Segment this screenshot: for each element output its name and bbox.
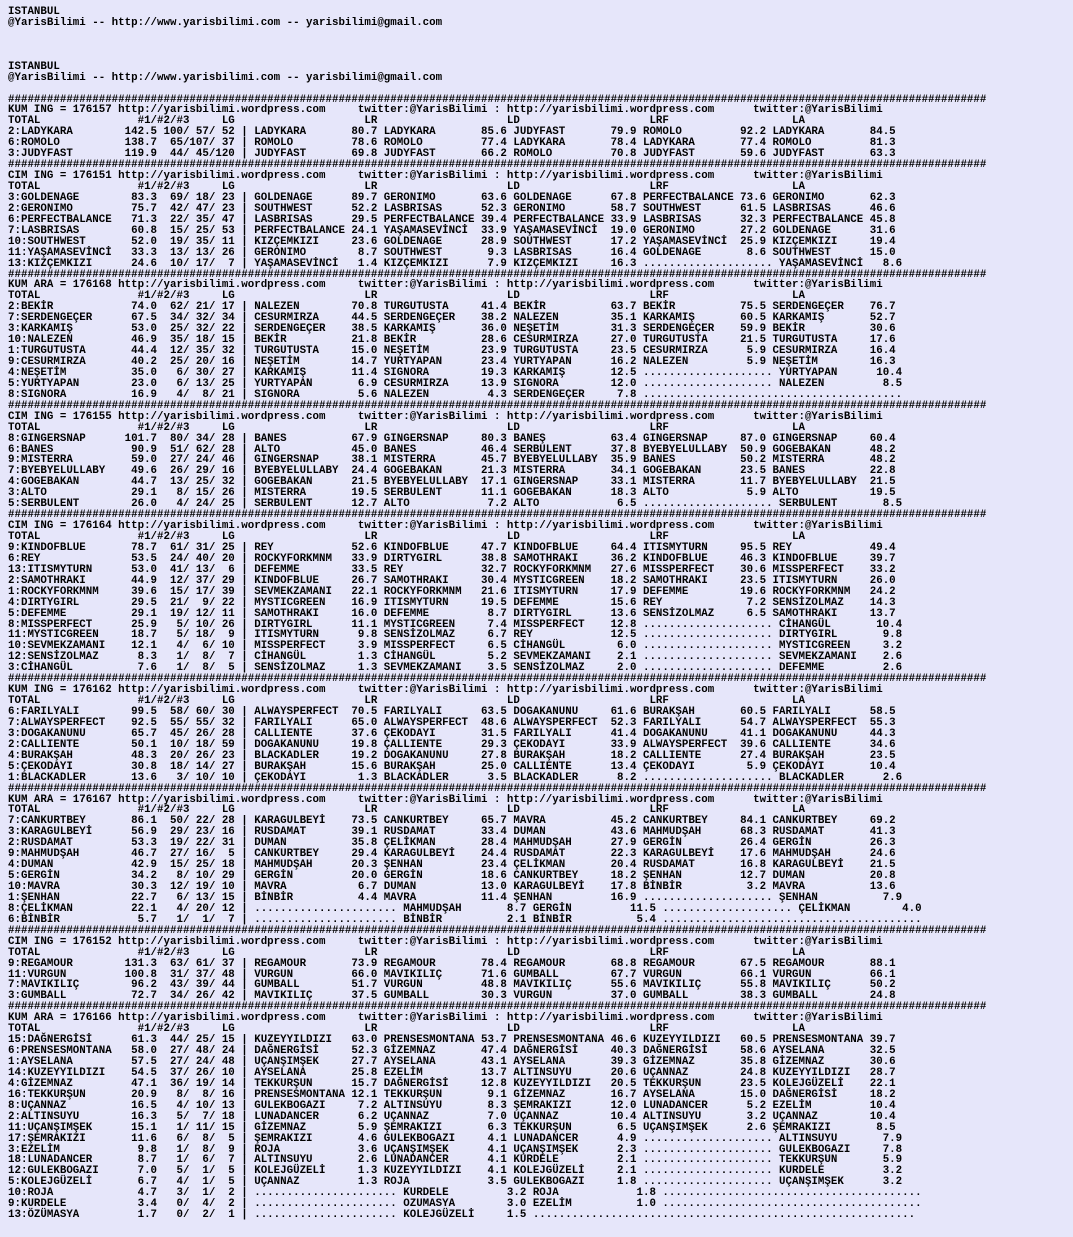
report-line: 9:MAHMUDŞAH 46.7 27/ 16/ 5 | CANKURTBEY 29.4 KARAGULBEYİ 24.4 RUSDAMAT 22.3 KARAGULBEYİ 17.6 MAHMUDŞAH 24.6 — [8, 848, 896, 861]
report-line: 8:UÇANNAZ 16.5 4/ 10/ 13 | GULEKBOGAZI 7.2 ALTINSUYU 8.3 ŞEMRAKIZI 12.0 LUNADANCER 5.2 EZELİM 10.4 — [8, 1099, 896, 1112]
report-line: 4:BURAKŞAH 48.3 20/ 26/ 23 | BLACKADLER 19.2 DOGAKANUNU 27.8 BURAKŞAH 18.2 CALLIENTE 27.4 BURAKŞAH 23.5 — [8, 749, 896, 762]
report-line: 2:GERONIMO 75.7 42/ 47/ 23 | SOUTHWEST 52.2 LASBRISAS 52.3 GERONIMO 58.7 SOUTHWEST 61.5 LASBRISAS 46.6 — [8, 202, 896, 215]
report-line: KUM ING = 176162 http://yarisbilimi.wordpress.com twitter:@YarisBilimi : http://yarisbilimi.wordpress.com twitter:@YarisBilimi — [8, 684, 883, 697]
report-line: ISTANBUL — [8, 60, 60, 73]
report-line: TOTAL #1/#2/#3 LG LR LD LRF LA — [8, 531, 805, 543]
report-line: TOTAL #1/#2/#3 LG LR LD LRF LA — [8, 421, 805, 434]
report-line: 6:PRENSESMONTANA 58.0 27/ 48/ 24 | DAĞNERGİSİ 52.3 GİZEMNAZ 47.4 DAĞNERGİSİ 40.3 DAĞNERGİSİ 58.6 AYSELANA 32.5 — [8, 1045, 896, 1058]
report-line: 3:GUMBALL 72.7 34/ 26/ 42 | MAVIKILIÇ 37.5 GUMBALL 30.3 VURGUN 37.0 GUMBALL 38.3 GUMBALL 24.8 — [8, 990, 896, 1003]
report-line — [8, 40, 986, 51]
report-line: 1:ŞENHAN 22.7 6/ 13/ 15 | BİNBİR 4.4 MAVRA 11.4 ŞENHAN 16.9 .................... ŞENHAN 7.9 — [8, 891, 903, 904]
report-line: CIM ING = 176164 http://yarisbilimi.wordpress.com twitter:@YarisBilimi : http://yarisbilimi.wordpress.com twitter:@YarisBilimi — [8, 520, 883, 533]
report-line: 16:TEKKURŞUN 20.9 8/ 8/ 16 | PRENSESMONTANA 12.1 TEKKURŞUN 9.1 GİZEMNAZ 16.7 AYSELANA 15.0 DAĞNERGİSİ 18.2 — [8, 1088, 896, 1101]
report-line: 8:GINGERSNAP 101.7 80/ 34/ 28 | BANES 67.9 GINGERSNAP 80.3 BANEŞ 63.4 GINGERSNAP 87.0 GINGERSNAP 60.4 — [8, 432, 896, 445]
report-line: CIM ING = 176151 http://yarisbilimi.wordpress.com twitter:@YarisBilimi : http://yarisbilimi.wordpress.com twitter:@YarisBilimi — [8, 170, 883, 183]
report-line: 7:ALWAYSPERFECT 92.5 55/ 55/ 32 | FARILYALI 65.0 ALWAYSPERFECT 48.6 ALWAYSPERFECT 52.3 FARILYALI 54.7 ALWAYSPERFECT 55.3 — [8, 716, 896, 729]
report-line: TOTAL #1/#2/#3 LG LR LD LRF LA — [8, 115, 805, 128]
report-line: 13:ÖZÜMASYA 1.7 0/ 2/ 1 | ...................... KOLEJGÜZELİ 1.5 ........................................................... — [8, 1209, 916, 1222]
report-line: TOTAL #1/#2/#3 LG LR LD LRF LA — [8, 695, 805, 708]
report-line: 5:SERBULENT 26.0 4/ 24/ 25 | SERBULENT 12.7 ALTO 7.2 ALTO 6.5 .................... SERBULENT 8.5 — [8, 498, 903, 511]
report-line: 2:SAMOTHRAKI 44.9 12/ 37/ 29 | KINDOFBLUE 26.7 SAMOTHRAKI 30.4 MYSTICGREEN 18.2 SAMOTHRAKI 23.5 ITISMYTURN 26.0 — [8, 574, 896, 587]
report-line: 1:TURGUTUSTA 44.4 12/ 35/ 32 | TURGUTUSTA 15.0 NEŞETİM 23.9 TURGUTUSTA 23.5 CESURMIRZA 5.9 CESURMIRZA 16.4 — [8, 345, 896, 358]
report-line: 9:KINDOFBLUE 78.7 61/ 31/ 25 | REY 52.6 KINDOFBLUE 47.7 KINDOFBLUE 64.4 ITISMYTURN 95.5 REY 49.4 — [8, 541, 896, 554]
report-line: ####################################################################################################################################################### — [8, 399, 987, 412]
report-line: KUM ARA = 176167 http://yarisbilimi.wordpress.com twitter:@YarisBilimi : http://yarisbilimi.wordpress.com twitter:@YarisBilimi — [8, 793, 883, 806]
report-line: 10:SEVMEKZAMANI 12.1 4/ 6/ 10 | MISSPERFECT 3.9 MISSPERFECT 6.5 CİHANGÜL 6.0 .................... MYSTICGREEN 3.2 — [8, 640, 903, 653]
report-line: 6:ROMOLO 138.7 65/107/ 37 | ROMOLO 78.6 ROMOLO 77.4 LADYKARA 78.4 LADYKARA 77.4 ROMOLO 81.3 — [8, 137, 896, 150]
report-line: 2:ALTINSUYU 16.3 5/ 7/ 18 | LUNADANCER 6.2 UÇANNAZ 7.0 UÇANNAZ 10.4 ALTINSUYU 3.2 UÇANNAZ 10.4 — [8, 1110, 896, 1123]
report-line: 13:ITISMYTURN 53.0 41/ 13/ 6 | DEFEMME 33.5 REY 32.7 ROCKYFORKMNM 27.6 MISSPERFECT 30.6 MISSPERFECT 33.2 — [8, 563, 896, 576]
report-line: 10:NALEZEN 46.9 35/ 18/ 15 | BEKİR 21.8 BEKİR 28.6 CESURMIRZA 27.0 TURGUTUSTA 21.5 TURGUTUSTA 17.6 — [8, 334, 896, 347]
report-line: ####################################################################################################################################################### — [8, 1001, 987, 1014]
report-line: 8:SIGNORA 16.9 4/ 8/ 21 | SIGNORA 5.6 NALEZEN 4.3 SERDENGEÇER 7.8 ........................................ — [8, 388, 903, 401]
report-line: 7:MAVIKILIÇ 96.2 43/ 39/ 44 | GUMBALL 51.7 VURGUN 48.8 MAVIKILIÇ 55.6 MAVIKILIÇ 55.8 MAVIKILIÇ 50.2 — [8, 979, 896, 992]
report-line: TOTAL #1/#2/#3 LG LR LD LRF LA — [8, 946, 805, 959]
report-line: ####################################################################################################################################################### — [8, 93, 987, 106]
report-line: 1:ROCKYFORKMNM 39.6 15/ 17/ 39 | SEVMEKZAMANI 22.1 ROCKYFORKMNM 21.6 ITISMYTURN 17.9 DEFEMME 19.6 ROCKYFORKMNM 24.2 — [8, 585, 896, 598]
report-line: 2:BEKİR 74.0 62/ 21/ 17 | NALEZEN 70.8 TURGUTUSTA 41.4 BEKİR 63.7 BEKİR 75.5 SERDENGEÇER 76.7 — [8, 301, 896, 314]
report-line: 3:DOGAKANUNU 65.7 45/ 26/ 28 | CALLIENTE 37.6 ÇEKODAYI 31.5 FARILYALI 41.4 DOGAKANUNU 41.1 DOGAKANUNU 44.3 — [8, 727, 896, 740]
report-line: 13:KIZÇEMKIZI 24.6 10/ 17/ 7 | YAŞAMASEVİNCİ 1.4 KIZÇEMKIZI 7.9 KIZÇEMKIZI 16.3 .................... YAŞAMASEVİNCİ 8.6 — [8, 257, 903, 270]
report-line: 7:LASBRISAS 60.8 15/ 25/ 53 | PERFECTBALANCE 24.1 YAŞAMASEVİNCİ 33.9 YAŞAMASEVİNCİ 19.0 GERONIMO 27.2 GOLDENAGE 31.6 — [8, 224, 896, 237]
report-line: 6:PERFECTBALANCE 71.3 22/ 35/ 47 | LASBRISAS 29.5 PERFECTBALANCE 39.4 PERFECTBALANCE 33.9 LASBRISAS 32.3 PERFECTBALANCE 45.8 — [8, 213, 896, 226]
report-line: CIM ING = 176152 http://yarisbilimi.wordpress.com twitter:@YarisBilimi : http://yarisbilimi.wordpress.com twitter:@YarisBilimi — [8, 935, 883, 948]
report-line: 2:RUSDAMAT 53.3 19/ 22/ 31 | DUMAN 35.8 ÇELİKMAN 28.4 MAHMUDŞAH 27.9 GERGİN 26.4 GERGİN 26.3 — [8, 837, 896, 850]
report-line: 10:ROJA 4.7 3/ 1/ 2 | ...................... KURDELE 3.2 ROJA 1.8 ........................................ — [8, 1187, 922, 1200]
report-line: 9:KURDELE 3.4 0/ 4/ 2 | ...................... OZUMASYA 3.0 EZELİM 1.0 ........................................ — [8, 1198, 922, 1211]
report-line: 17:ŞEMRAKIZI 11.6 6/ 8/ 5 | ŞEMRAKIZI 4.6 GULEKBOGAZI 4.1 LUNADANCER 4.9 .................... ALTINSUYU 7.9 — [8, 1132, 903, 1145]
report-line: 6:BİNBİR 5.7 1/ 1/ 7 | ...................... BİNBİR 2.1 BİNBİR 5.4 ........................................ — [8, 913, 922, 926]
report-line: 2:LADYKARA 142.5 100/ 57/ 52 | LADYKARA 80.7 LADYKARA 85.6 JUDYFAST 79.9 ROMOLO 92.2 LADYKARA 84.5 — [8, 126, 896, 139]
report-line: TOTAL #1/#2/#3 LG LR LD LRF LA — [8, 181, 805, 193]
report-line: 11:UÇANŞIMŞEK 15.1 1/ 11/ 15 | GİZEMNAZ 5.9 ŞEMRAKIZI 6.3 TEKKURŞUN 6.5 UÇANŞIMŞEK 2.6 ŞEMRAKIZI 8.5 — [8, 1121, 896, 1134]
report-line: CIM ING = 176155 http://yarisbilimi.wordpress.com twitter:@YarisBilimi : http://yarisbilimi.wordpress.com twitter:@YarisBilimi — [8, 410, 883, 423]
report-line: ####################################################################################################################################################### — [8, 924, 987, 937]
report-line: 6:FARILYALI 99.5 58/ 60/ 30 | ALWAYSPERFECT 70.5 FARILYALI 63.5 DOGAKANUNU 61.6 BURAKŞAH 60.5 FARILYALI 58.5 — [8, 706, 896, 718]
report-line: 4:GİZEMNAZ 47.1 36/ 19/ 14 | TEKKURŞUN 15.7 DAĞNERGİSİ 12.8 KUZEYYILDIZI 20.5 TEKKURŞUN 23.5 KOLEJGÜZELİ 22.1 — [8, 1077, 896, 1090]
report-line: ISTANBUL — [8, 6, 60, 18]
report-line: 4:GOGEBAKAN 44.7 13/ 25/ 32 | GOGEBAKAN 21.5 BYEBYELULLABY 17.1 GINGERSNAP 33.1 MISTERRA 11.7 BYEBYELULLABY 21.5 — [8, 476, 896, 489]
report-line: 6:REY 53.5 24/ 40/ 20 | ROCKYFORKMNM 33.9 DIRTYGIRL 38.8 SAMOTHRAKI 36.2 KINDOFBLUE 46.3 KINDOFBLUE 39.7 — [8, 552, 896, 565]
report-line: ####################################################################################################################################################### — [8, 159, 987, 172]
report-line: ####################################################################################################################################################### — [8, 782, 987, 795]
report-line: 3:GOLDENAGE 83.3 69/ 18/ 23 | GOLDENAGE 89.7 GERONIMO 63.6 GOLDENAGE 67.8 PERFECTBALANCE 73.6 GERONIMO 62.3 — [8, 191, 896, 204]
report-line: 12:GULEKBOGAZI 7.0 5/ 1/ 5 | KOLEJGÜZELİ 1.3 KUZEYYILDIZI 4.1 KOLEJGÜZELİ 2.1 .................... KURDELE 3.2 — [8, 1165, 903, 1178]
report-line: KUM ARA = 176168 http://yarisbilimi.wordpress.com twitter:@YarisBilimi : http://yarisbilimi.wordpress.com twitter:@YarisBilimi — [8, 279, 883, 292]
report-line: 5:GERGİN 34.2 8/ 10/ 29 | GERGİN 20.0 GERGİN 18.6 CANKURTBEY 18.2 ŞENHAN 12.7 DUMAN 20.8 — [8, 870, 896, 883]
report-line: 4:NEŞETİM 35.0 6/ 30/ 27 | KARKAMIŞ 11.4 SIGNORA 19.3 KARKAMIŞ 12.5 .................... YURTYAPAN 10.4 — [8, 366, 903, 379]
report-line: ####################################################################################################################################################### — [8, 509, 987, 522]
report-line: 5:YURTYAPAN 23.0 6/ 13/ 25 | YURTYAPAN 6.9 CESURMIRZA 13.9 SIGNORA 12.0 .................... NALEZEN 8.5 — [8, 377, 903, 390]
report-line: 1:AYSELANA 57.5 27/ 24/ 48 | UÇANŞIMŞEK 27.7 AYSELANA 43.1 AYSELANA 39.3 GİZEMNAZ 35.8 GİZEMNAZ 30.6 — [8, 1056, 896, 1068]
report-line: 3:ALTO 29.1 8/ 15/ 26 | MISTERRA 19.5 SERBULENT 11.1 GOGEBAKAN 18.3 ALTO 5.9 ALTO 19.5 — [8, 487, 896, 500]
report-line: 7:BYEBYELULLABY 49.6 26/ 29/ 16 | BYEBYELULLABY 24.4 GOGEBAKAN 21.3 MISTERRA 34.1 GOGEBAKAN 23.5 BANES 22.8 — [8, 465, 896, 478]
report-line: 3:CİHANGÜL 7.6 1/ 8/ 5 | SENSİZOLMAZ 1.3 SEVMEKZAMANI 3.5 SENSİZOLMAZ 2.0 .................... DEFEMME 2.6 — [8, 662, 903, 675]
report-line: TOTAL #1/#2/#3 LG LR LD LRF LA — [8, 1023, 805, 1036]
report-line: 3:JUDYFAST 119.9 44/ 45/120 | JUDYFAST 69.8 JUDYFAST 66.2 ROMOLO 70.8 JUDYFAST 59.6 JUDYFAST 63.3 — [8, 148, 896, 161]
report-line: 11:VURGUN 100.8 31/ 37/ 48 | VURGUN 66.0 MAVIKILIÇ 71.6 GUMBALL 67.7 VURGUN 66.1 VURGUN 66.1 — [8, 968, 896, 981]
report-line — [8, 84, 986, 95]
report-line: 9:REGAMOUR 131.3 63/ 61/ 37 | REGAMOUR 73.9 REGAMOUR 78.4 REGAMOUR 68.8 REGAMOUR 67.5 REGAMOUR 88.1 — [8, 957, 896, 970]
report-line: 15:DAĞNERGİSİ 61.3 44/ 25/ 15 | KUZEYYILDIZI 63.0 PRENSESMONTANA 53.7 PRENSESMONTANA 46.6 KUZEYYILDIZI 60.5 PRENSESMONTANA 39.7 — [8, 1034, 896, 1047]
race-report-document — [8, 7, 986, 1221]
report-line: 4:DIRTYGIRL 29.5 21/ 9/ 22 | MYSTICGREEN 16.9 ITISMYTURN 19.5 DEFEMME 15.6 REY 7.2 SENSİZOLMAZ 14.3 — [8, 596, 896, 609]
report-line: 1:BLACKADLER 13.6 3/ 10/ 10 | ÇEKODAYI 1.3 BLACKADLER 3.5 BLACKADLER 8.2 .................... BLACKADLER 2.6 — [8, 771, 903, 784]
report-line: 3:KARAGULBEYİ 56.9 29/ 23/ 16 | RUSDAMAT 39.1 RUSDAMAT 33.4 DUMAN 43.6 MAHMUDŞAH 68.3 RUSDAMAT 41.3 — [8, 826, 896, 839]
report-line — [8, 29, 986, 40]
report-line: TOTAL #1/#2/#3 LG LR LD LRF LA — [8, 290, 805, 303]
report-line: 11:YAŞAMASEVİNCİ 33.3 13/ 13/ 26 | GERONIMO 8.7 SOUTHWEST 9.3 LASBRISAS 16.4 GOLDENAGE 8.6 SOUTHWEST 15.0 — [8, 246, 896, 259]
report-line: KUM ARA = 176166 http://yarisbilimi.wordpress.com twitter:@YarisBilimi : http://yarisbilimi.wordpress.com twitter:@YarisBilimi — [8, 1012, 883, 1025]
report-line: 5:ÇEKODAYI 30.8 18/ 14/ 27 | BURAKŞAH 15.6 BURAKŞAH 25.0 CALLIENTE 13.4 ÇEKODAYI 5.9 ÇEKODAYI 10.4 — [8, 760, 896, 773]
report-line: 8:ÇELİKMAN 22.1 4/ 20/ 12 | ...................... MAHMUDŞAH 8.7 GERGİN 11.5 .................... ÇELİKMAN 4.0 — [8, 902, 922, 915]
report-line: ####################################################################################################################################################### — [8, 268, 987, 281]
report-line: 9:CESURMIRZA 40.2 25/ 20/ 16 | NEŞETİM 14.7 YURTYAPAN 23.4 YURTYAPAN 16.2 NALEZEN 5.9 NEŞETİM 16.3 — [8, 356, 896, 368]
report-line: 5:KOLEJGÜZELİ 6.7 4/ 1/ 5 | UÇANNAZ 1.3 ROJA 3.5 GULEKBOGAZI 1.8 .................... UÇANŞIMŞEK 3.2 — [8, 1176, 903, 1189]
report-line: 3:KARKAMIŞ 53.0 25/ 32/ 22 | SERDENGEÇER 38.5 KARKAMIŞ 36.0 NEŞETİM 31.3 SERDENGEÇER 59.9 BEKİR 30.6 — [8, 323, 896, 336]
report-line: 12:SENSİZOLMAZ 8.3 1/ 8/ 7 | CİHANGÜL 1.3 CİHANGÜL 5.2 SEVMEKZAMANI 2.1 .................... SEVMEKZAMANI 2.6 — [8, 651, 903, 664]
report-line: 4:DUMAN 42.9 15/ 25/ 18 | MAHMUDŞAH 20.3 ŞENHAN 23.4 ÇELİKMAN 20.4 RUSDAMAT 16.8 KARAGULBEYİ 21.5 — [8, 859, 896, 872]
report-line: 14:KUZEYYILDIZI 54.5 37/ 26/ 10 | AYSELANA 25.8 EZELİM 13.7 ALTINSUYU 20.6 UÇANNAZ 24.8 KUZEYYILDIZI 28.7 — [8, 1066, 896, 1079]
report-line — [8, 51, 986, 62]
report-line: 8:MISSPERFECT 25.9 5/ 10/ 26 | DIRTYGIRL 11.1 MYSTICGREEN 7.4 MISSPERFECT 12.8 .................... CİHANGÜL 10.4 — [8, 618, 903, 631]
report-line: 7:SERDENGEÇER 67.5 34/ 32/ 34 | CESURMIRZA 44.5 SERDENGEÇER 38.2 NALEZEN 35.1 KARKAMIŞ 60.5 KARKAMIŞ 52.7 — [8, 312, 896, 325]
report-line: KUM ING = 176157 http://yarisbilimi.wordpress.com twitter:@YarisBilimi : http://yarisbilimi.wordpress.com twitter:@YarisBilimi — [8, 104, 883, 117]
report-line: 10:SOUTHWEST 52.0 19/ 35/ 11 | KIZÇEMKIZI 23.6 GOLDENAGE 28.9 SOUTHWEST 17.2 YAŞAMASEVİNCİ 25.9 KIZÇEMKIZI 19.4 — [8, 235, 896, 248]
report-line: 7:CANKURTBEY 86.1 50/ 22/ 28 | KARAGULBEYİ 73.5 CANKURTBEY 65.7 MAVRA 45.2 CANKURTBEY 84.1 CANKURTBEY 69.2 — [8, 815, 896, 828]
report-line: 2:CALLIENTE 50.1 10/ 18/ 59 | DOGAKANUNU 19.8 ÇALLIENTE 29.3 ÇEKODAYI 33.9 ALWAYSPERFECT 39.6 CALLIENTE 34.6 — [8, 738, 896, 751]
report-line: 10:MAVRA 30.3 12/ 19/ 10 | MAVRA 6.7 DUMAN 13.0 KARAGULBEYİ 17.8 BİNBİR 3.2 MAVRA 13.6 — [8, 881, 896, 893]
report-line: ####################################################################################################################################################### — [8, 673, 987, 686]
report-line: 5:DEFEMME 29.1 19/ 12/ 11 | SAMOTHRAKI 16.0 DEFEMME 8.7 DIRTYGIRL 13.6 SENSİZOLMAZ 6.5 SAMOTHRAKI 13.7 — [8, 607, 896, 620]
report-line: @YarisBilimi -- http://www.yarisbilimi.com -- yarisbilimi@gmail.com — [8, 16, 443, 29]
report-line: TOTAL #1/#2/#3 LG LR LD LRF LA — [8, 804, 805, 817]
report-line: 6:BANES 90.9 51/ 62/ 28 | ALTO 45.0 BANES 46.4 SERBULENT 37.8 BYEBYELULLABY 50.9 GOGEBAKAN 48.2 — [8, 443, 896, 456]
report-line: 9:MISTERRA 59.0 27/ 24/ 46 | GINGERSNAP 38.1 MISTERRA 45.7 BYEBYELULLABY 35.9 BANES 50.2 MISTERRA 48.2 — [8, 454, 896, 467]
report-line: 18:LUNADANCER 8.7 1/ 6/ 7 | ALTINSUYU 2.6 LUNADANCER 4.1 KURDELE 2.1 .................... TEKKURŞUN 5.9 — [8, 1154, 903, 1167]
report-line: 3:EZELİM 9.8 1/ 8/ 9 | ROJA 3.6 UÇANŞIMŞEK 4.1 UÇANŞIMŞEK 2.3 .................... GULEKBOGAZI 7.8 — [8, 1143, 903, 1156]
report-line: 11:MYSTICGREEN 18.7 5/ 18/ 9 | ITISMYTURN 9.8 SENSİZOLMAZ 6.7 REY 12.5 .................... DIRTYGIRL 9.8 — [8, 629, 903, 642]
report-line: @YarisBilimi -- http://www.yarisbilimi.com -- yarisbilimi@gmail.com — [8, 71, 443, 84]
